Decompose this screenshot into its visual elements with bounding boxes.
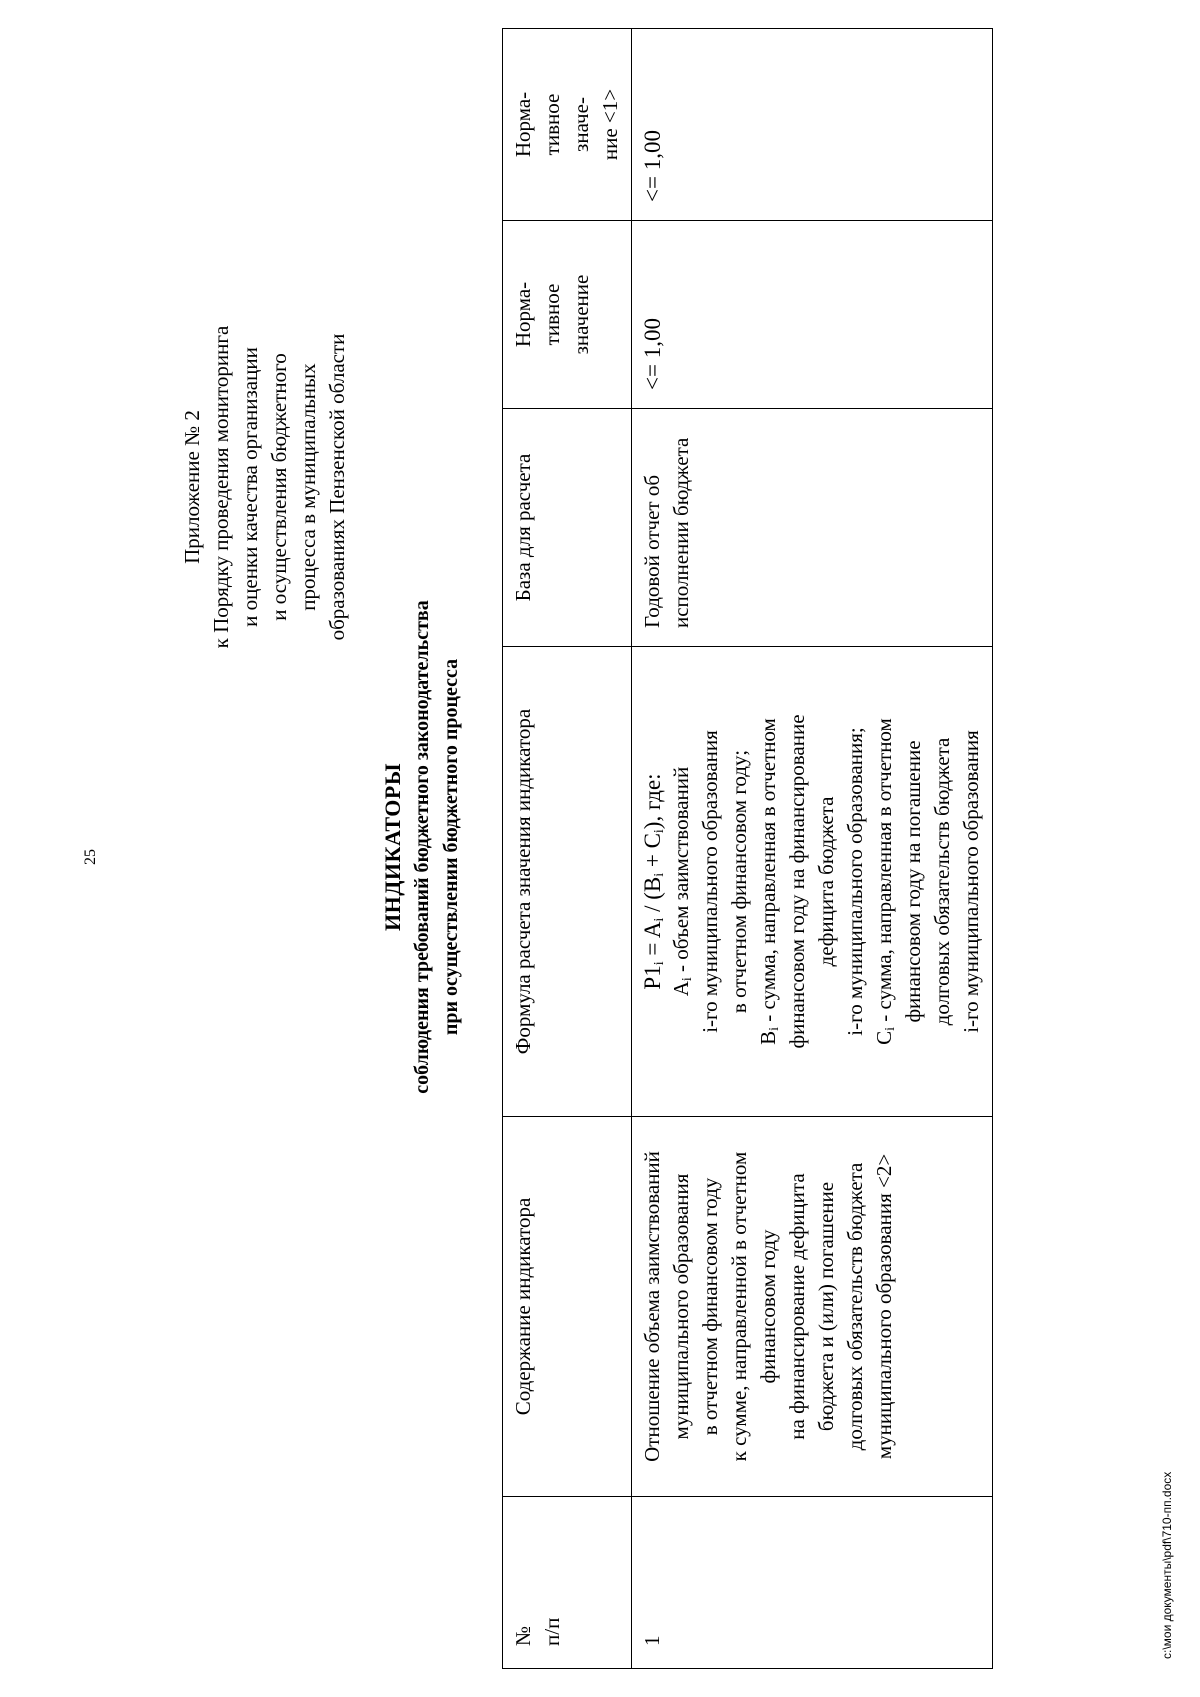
formula-line: i-го муниципального образования;: [843, 727, 867, 1036]
header-num: № п/п: [503, 1497, 632, 1669]
header-base: База для расчета: [503, 409, 632, 647]
document-title: ИНДИКАТОРЫ: [380, 763, 405, 931]
appendix-line: и осуществления бюджетного: [267, 353, 291, 621]
appendix-note: [178, 257, 352, 717]
formula-line: финансовом году на финансирование: [785, 714, 809, 1049]
formula-line: дефицита бюджета: [814, 796, 838, 967]
formula-line: $B_i$ - сумма, направленная в отчетном: [756, 718, 782, 1045]
cell-formula: [632, 647, 993, 1117]
cell-norm-value: <= 1,00: [632, 221, 993, 409]
header-content: Содержание индикатора: [503, 1117, 632, 1497]
document-subtitle-line: соблюдения требований бюджетного законодательства: [411, 600, 433, 1094]
file-path-footer: c:\мои документы\pdf\710-пп.docx: [1160, 1471, 1174, 1659]
formula-line: i-го муниципального образования: [698, 730, 722, 1033]
page-number: 25: [82, 849, 99, 865]
header-formula: Формула расчета значения индикатора: [503, 647, 632, 1117]
header-norm-value-note: Норма- тивное значе- ние <1>: [503, 29, 632, 221]
formula-line: финансовом году на погашение: [901, 740, 925, 1023]
appendix-line: и оценки качества организации: [238, 347, 262, 627]
table-row: [632, 29, 993, 1669]
header-norm-value: Норма- тивное значение: [503, 221, 632, 409]
formula-line: i-го муниципального образования: [959, 730, 983, 1033]
table-header-row: [503, 29, 632, 1669]
document-heading: [378, 177, 466, 1517]
formula-expression: $P1_i = A_i / (B_i + C_i)$, где:: [640, 773, 667, 990]
appendix-line: Приложение № 2: [180, 410, 204, 564]
indicators-table: [502, 28, 993, 1669]
cell-content: Отношение объема заимствований муниципального образования в отчетном финансовом году к сумме, направленной в отчетном финансовом году на финансирование дефицита бюджета и (или) погашение долговых обязательств бюджета муниципального образования <2>: [632, 1117, 993, 1497]
cell-base: Годовой отчет об исполнении бюджета: [632, 409, 993, 647]
appendix-line: образованиях Пензенской области: [325, 333, 349, 641]
cell-num: 1: [632, 1497, 993, 1669]
formula-line: долговых обязательств бюджета: [930, 737, 954, 1026]
formula-line: $A_i$ - объем заимствований: [669, 766, 695, 997]
formula-line: $C_i$ - сумма, направленная в отчетном: [872, 718, 898, 1045]
appendix-line: процесса в муниципальных: [296, 363, 320, 611]
formula-line: в отчетном финансовом году;: [727, 749, 751, 1014]
cell-norm-value-note: <= 1,00: [632, 29, 993, 221]
document-subtitle-line: при осуществлении бюджетного процесса: [440, 658, 462, 1036]
appendix-line: к Порядку проведения мониторинга: [209, 325, 233, 649]
